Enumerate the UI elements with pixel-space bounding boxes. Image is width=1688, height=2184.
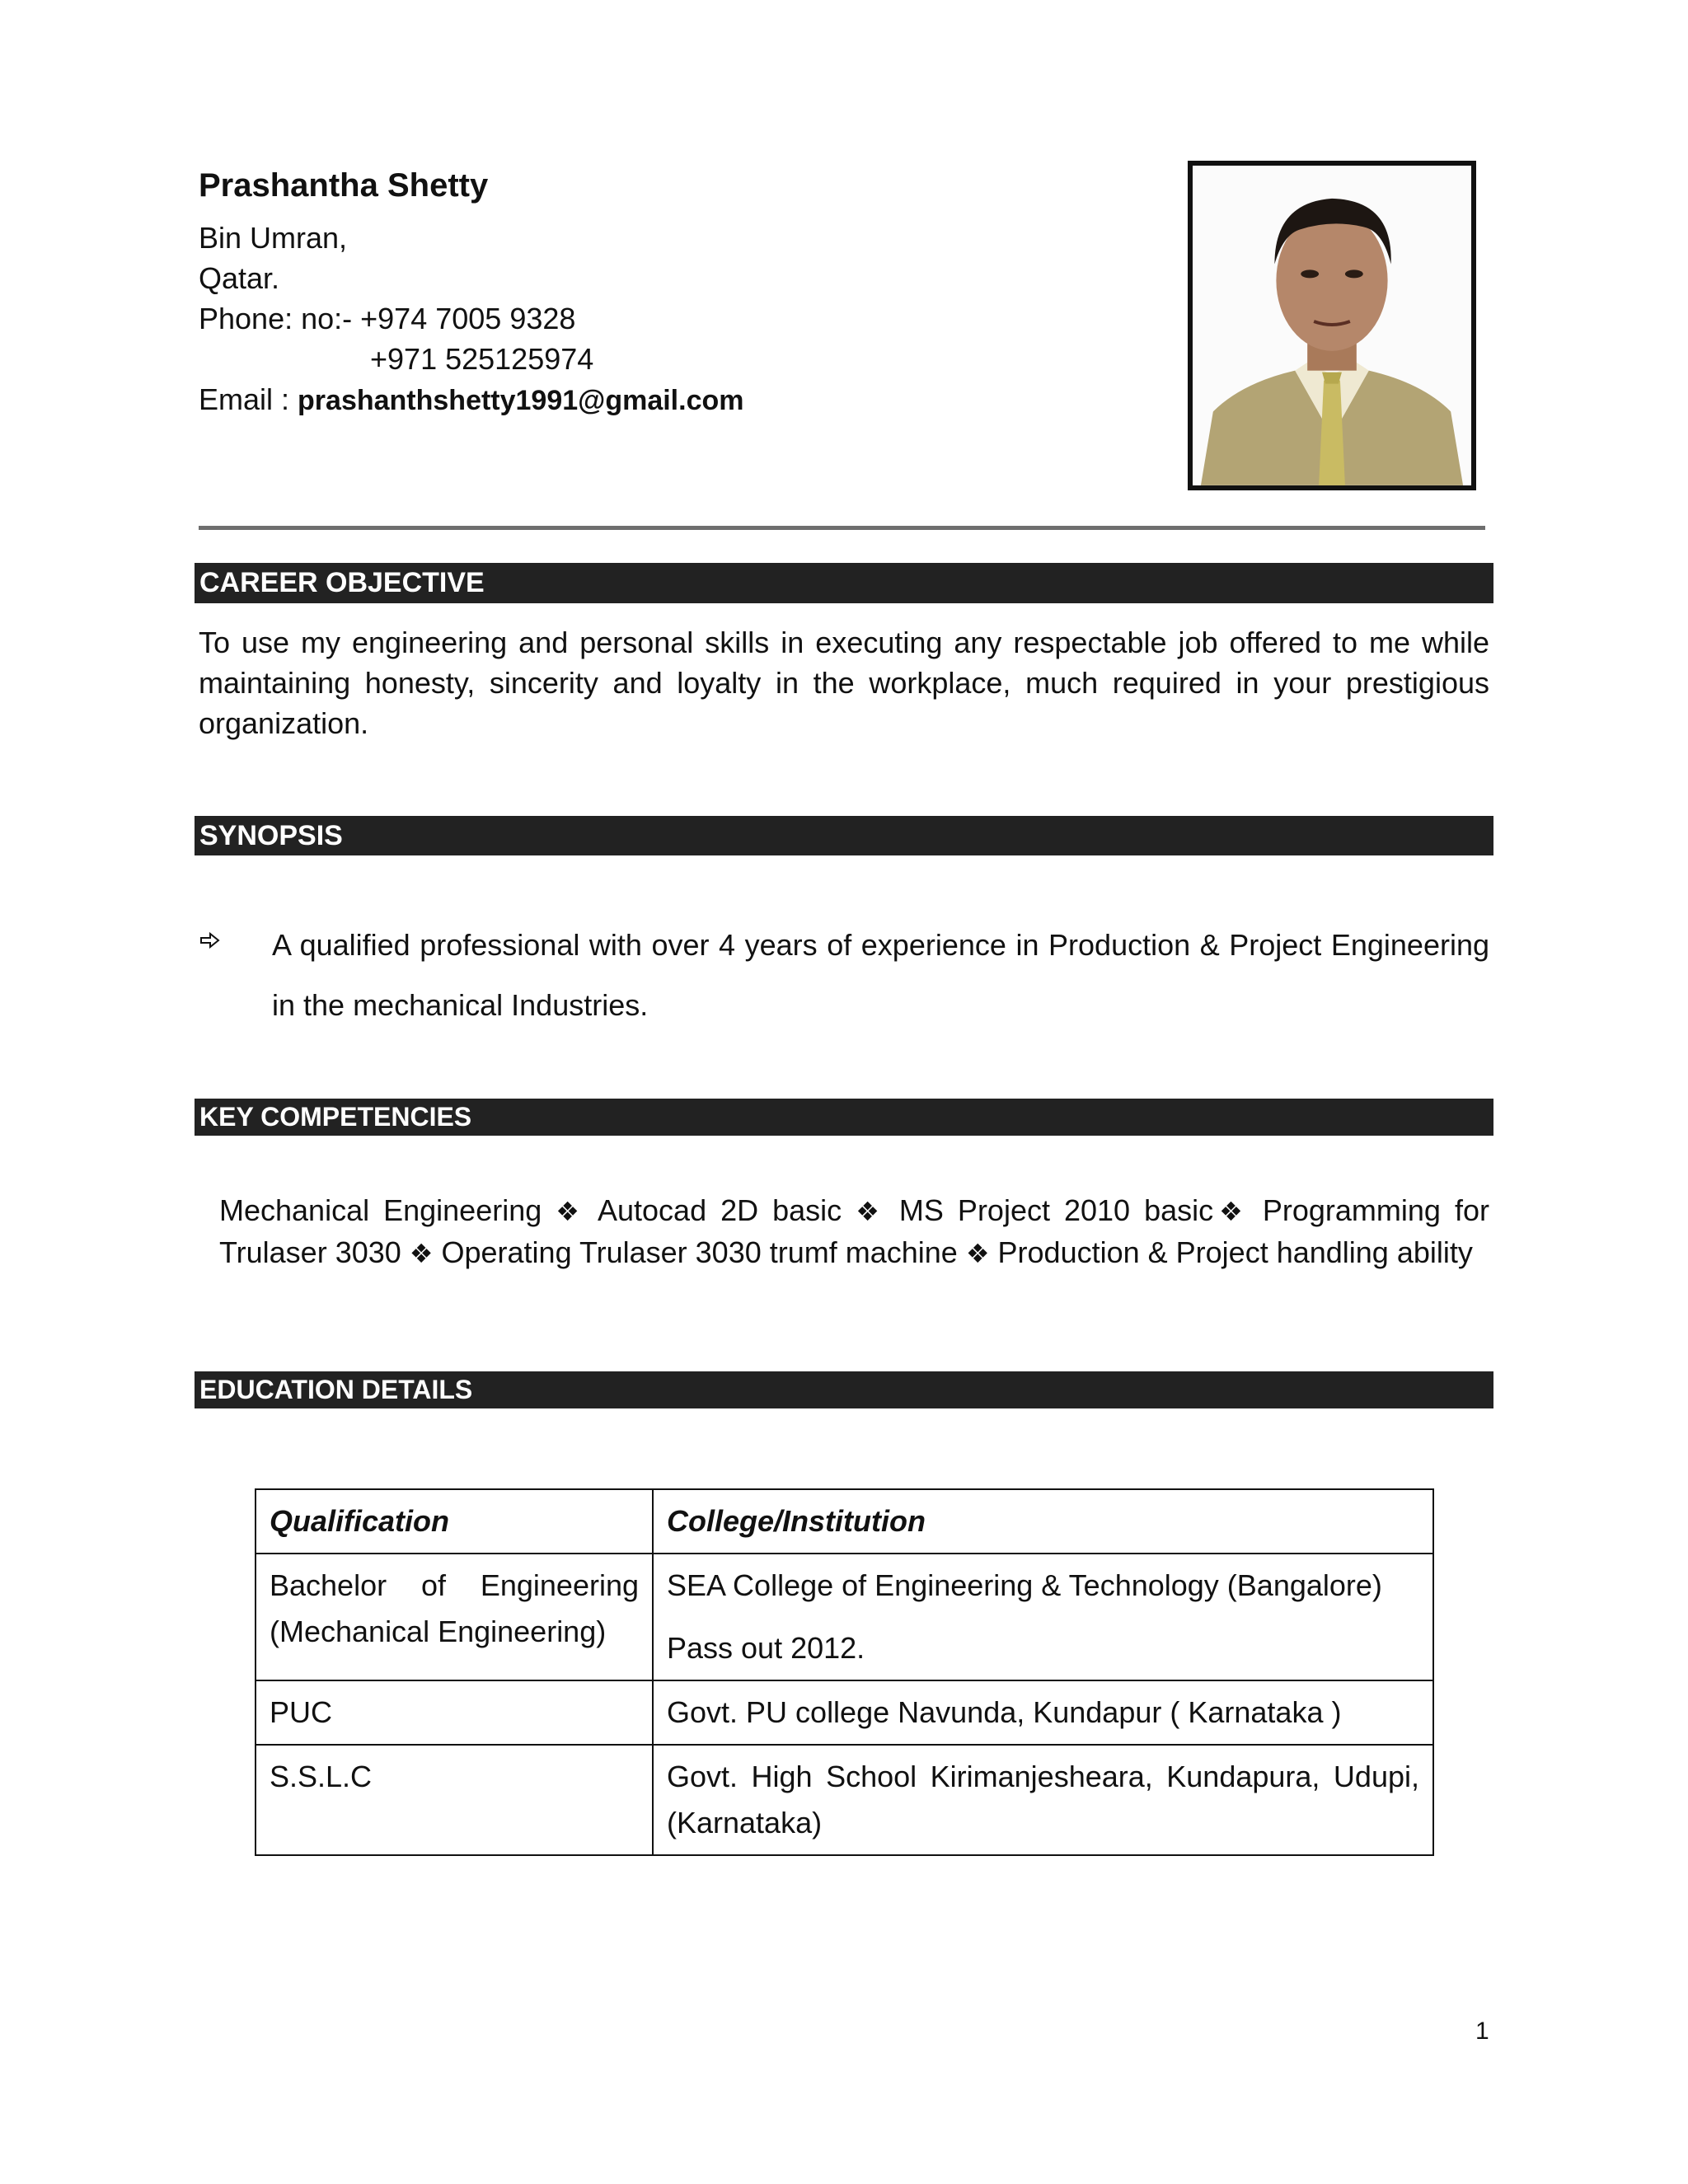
qualification-cell: S.S.L.C	[256, 1745, 653, 1855]
diamond-separator-icon: ❖	[409, 1239, 434, 1268]
synopsis-heading: SYNOPSIS	[195, 816, 1493, 855]
competency-item: MS Project 2010 basic	[898, 1193, 1214, 1227]
institution-cell	[653, 1554, 1433, 1680]
column-header-institution: College/Institution	[653, 1489, 1433, 1554]
table-row	[256, 1745, 1433, 1855]
profile-photo	[1188, 161, 1476, 490]
institution-cell: Govt. High School Kirimanjesheara, Kundapura, Udupi, (Karnataka)	[653, 1745, 1433, 1855]
competency-item: Autocad 2D basic	[598, 1193, 842, 1227]
diamond-separator-icon: ❖	[965, 1239, 990, 1268]
competency-list	[219, 1190, 1489, 1274]
table-row	[256, 1554, 1433, 1680]
diamond-separator-icon: ❖	[556, 1197, 585, 1226]
institution-name: SEA College of Engineering & Technology (Bangalore)	[667, 1568, 1382, 1602]
competency-item: Mechanical Engineering	[219, 1193, 542, 1227]
header-divider	[199, 526, 1485, 530]
qualification-line-2: (Mechanical Engineering)	[270, 1615, 607, 1648]
column-header-qualification: Qualification	[256, 1489, 653, 1554]
address-line-2: Qatar.	[199, 261, 280, 295]
education-heading: EDUCATION DETAILS	[195, 1371, 1493, 1408]
career-objective-heading: CAREER OBJECTIVE	[195, 563, 1493, 603]
profile-photo-illustration	[1193, 166, 1471, 485]
phone-primary: Phone: no:- +974 7005 9328	[199, 302, 576, 335]
table-header-row	[256, 1489, 1433, 1554]
table-row	[256, 1680, 1433, 1745]
email-address[interactable]: prashanthshetty1991@gmail.com	[298, 385, 744, 416]
page-number: 1	[1475, 2018, 1489, 2045]
competency-item: Production & Project handling ability	[997, 1235, 1473, 1269]
competency-item: Operating Trulaser 3030 trumf machine	[441, 1235, 958, 1269]
diamond-separator-icon: ❖	[856, 1197, 885, 1226]
diamond-separator-icon: ❖	[1213, 1197, 1249, 1226]
phone-secondary: +971 525125974	[370, 342, 594, 376]
key-competencies-heading: KEY COMPETENCIES	[195, 1099, 1493, 1136]
qualification-line-1: Bachelor of Engineering	[270, 1568, 639, 1602]
email-row	[199, 380, 743, 420]
candidate-name: Prashantha Shetty	[199, 167, 489, 204]
passout-note: Pass out 2012.	[667, 1631, 865, 1665]
address-line-1: Bin Umran,	[199, 221, 348, 255]
competency-item: Programming for Trulaser 3030	[219, 1193, 1489, 1269]
career-objective-text: To use my engineering and personal skills in executing any respectable job offered to me while maintaining honesty, sincerity and loyalty in the workplace, much required in your prestigious organization.	[199, 626, 1489, 740]
email-label: Email :	[199, 382, 298, 416]
arrow-bullet-icon	[200, 931, 220, 949]
qualification-cell	[256, 1554, 653, 1680]
education-table	[255, 1488, 1434, 1856]
synopsis-item: A qualified professional with over 4 years of experience in Production & Project Engineering in the mechanical Industries.	[272, 928, 1489, 1022]
qualification-cell: PUC	[256, 1680, 653, 1745]
institution-cell: Govt. PU college Navunda, Kundapur ( Karnataka )	[653, 1680, 1433, 1745]
